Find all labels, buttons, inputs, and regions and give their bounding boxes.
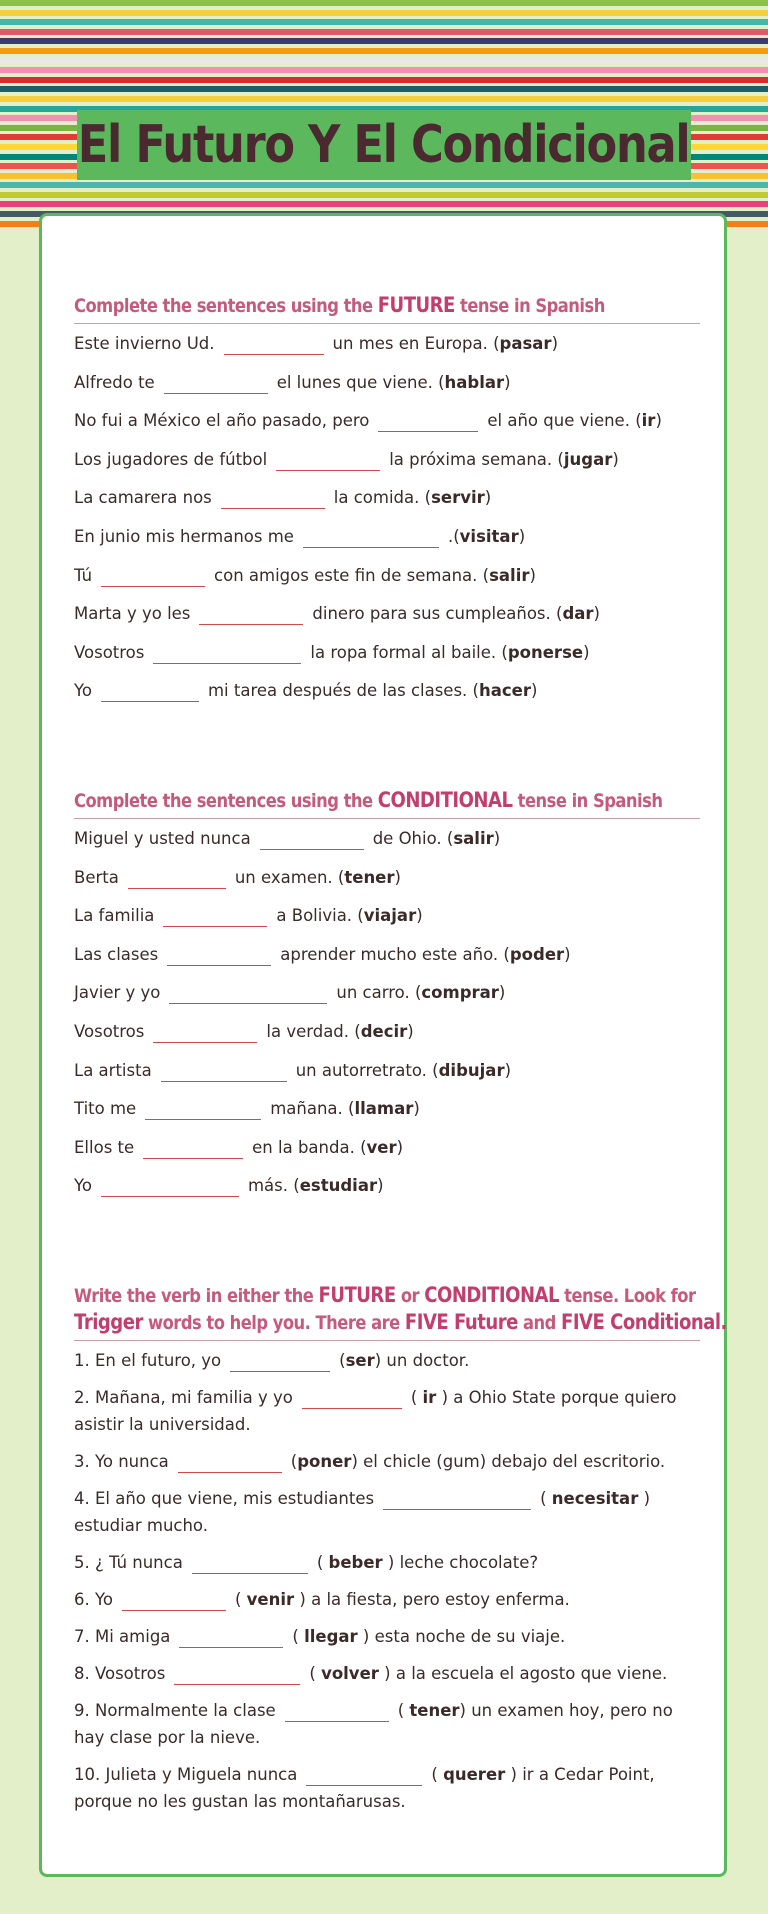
stripe: [0, 19, 768, 25]
sentence-row: [74, 484, 700, 512]
verb-hint: ser: [345, 1351, 375, 1370]
sentence-end: ): [413, 1099, 420, 1119]
sentence-start: Marta y yo les: [74, 604, 191, 624]
sentence-row: [74, 1095, 700, 1123]
sentence-row: [74, 864, 700, 892]
section-mixed-title: Write the verb in either the FUTURE or CONDITIONAL tense. Look for Trigger words to help you. There are FIVE Future and FIVE Conditional.: [74, 1282, 700, 1341]
answer-blank[interactable]: [122, 1590, 226, 1611]
sentence-start: 8. Vosotros: [74, 1664, 166, 1683]
stripe: [0, 192, 768, 198]
sentence-start: Alfredo te: [74, 372, 155, 392]
sentence-end: ): [498, 983, 506, 1003]
sentence-middle: de Ohio. (: [372, 829, 454, 848]
verb-hint: visitar: [459, 526, 519, 546]
stripe: [0, 201, 768, 207]
sentence-row: [74, 1384, 700, 1438]
sentence-row: [74, 407, 700, 435]
sentence-row: [74, 369, 700, 397]
stripe: [0, 86, 768, 92]
sentence-end: ) ir a Cedar Point, porque no les gustan las montañarusas.: [74, 1765, 655, 1811]
verb-hint: ponerse: [507, 642, 584, 662]
section-future: [74, 292, 700, 716]
verb-hint: estudiar: [299, 1176, 378, 1196]
verb-hint: necesitar: [551, 1489, 639, 1508]
sentence-end: ): [593, 604, 600, 624]
sentence-start: Miguel y usted nunca: [74, 829, 251, 848]
sentence-middle: un autorretrato. (: [295, 1060, 439, 1080]
answer-blank[interactable]: [199, 604, 303, 625]
sentence-row: [74, 902, 700, 930]
answer-blank[interactable]: [303, 527, 439, 548]
sentence-middle: (: [309, 1664, 322, 1683]
verb-hint: beber: [328, 1553, 383, 1572]
stripe: [0, 10, 768, 16]
sentence-end: ): [504, 1060, 512, 1080]
sentence-start: 1. En el futuro, yo: [74, 1351, 222, 1370]
sentence-end: ) a la fiesta, pero estoy enferma.: [294, 1590, 570, 1609]
mixed-sentence-list: [74, 1347, 700, 1815]
sentence-end: ): [551, 334, 559, 353]
section-future-title: Complete the sentences using the FUTURE tense in Spanish: [74, 292, 700, 324]
sentence-start: 3. Yo nunca: [74, 1452, 169, 1471]
sentence-middle: la comida. (: [333, 488, 432, 508]
answer-blank[interactable]: [302, 1388, 402, 1409]
stripe: [0, 77, 768, 83]
sentence-end: ) leche chocolate?: [382, 1553, 539, 1572]
answer-blank[interactable]: [192, 1553, 308, 1574]
answer-blank[interactable]: [101, 1176, 239, 1197]
sentence-middle: a Bolivia. (: [276, 906, 364, 926]
conditional-sentence-list: [74, 825, 700, 1200]
sentence-middle: (: [339, 1351, 346, 1370]
sentence-end: ): [612, 449, 619, 469]
verb-hint: salir: [489, 565, 530, 585]
sentence-middle: un carro. (: [336, 983, 422, 1003]
verb-hint: llegar: [304, 1627, 358, 1646]
stripe: [0, 67, 768, 73]
answer-blank[interactable]: [178, 1452, 282, 1473]
verb-hint: querer: [443, 1765, 506, 1784]
worksheet-card: [39, 213, 727, 1877]
answer-blank[interactable]: [276, 450, 380, 471]
sentence-start: 5. ¿ Tú nunca: [74, 1553, 183, 1572]
sentence-end: ): [518, 526, 526, 546]
verb-hint: ir: [641, 411, 656, 431]
sentence-row: [74, 979, 700, 1007]
sentence-start: Berta: [74, 867, 119, 887]
sentence-row: [74, 825, 700, 853]
sentence-middle: la ropa formal al baile. (: [310, 642, 508, 662]
verb-hint: salir: [453, 829, 494, 848]
verb-hint: ver: [366, 1137, 397, 1157]
sentence-row: [74, 446, 700, 474]
stripe: [0, 48, 768, 54]
answer-blank[interactable]: [285, 1701, 389, 1722]
section-mixed: [74, 1282, 727, 1825]
answer-blank[interactable]: [143, 1138, 243, 1159]
verb-hint: ir: [422, 1388, 437, 1407]
stripe: [0, 58, 768, 64]
sentence-start: 4. El año que viene, mis estudiantes: [74, 1489, 375, 1508]
verb-hint: tener: [409, 1701, 460, 1720]
answer-blank[interactable]: [174, 1664, 300, 1685]
answer-blank[interactable]: [179, 1627, 283, 1648]
sentence-middle: un mes en Europa. (: [332, 334, 500, 353]
sentence-start: Yo: [74, 1176, 92, 1196]
answer-blank[interactable]: [260, 829, 364, 850]
verb-hint: dibujar: [438, 1060, 505, 1080]
sentence-end: ) esta noche de su viaje.: [357, 1627, 566, 1646]
sentence-end: ) un examen hoy, pero no hay clase por la nieve.: [74, 1701, 673, 1747]
sentence-middle: más. (: [247, 1176, 300, 1196]
sentence-row: [74, 639, 700, 667]
sentence-end: ): [493, 829, 501, 848]
sentence-row: [74, 523, 700, 551]
sentence-end: ): [484, 488, 492, 508]
sentence-middle: con amigos este fin de semana. (: [214, 565, 490, 585]
verb-hint: tener: [344, 867, 395, 887]
answer-blank[interactable]: [101, 566, 205, 587]
stripe: [0, 96, 768, 102]
sentence-row: [74, 1761, 700, 1815]
stripe: [0, 38, 768, 44]
answer-blank[interactable]: [163, 906, 267, 927]
sentence-middle: la próxima semana. (: [389, 449, 564, 469]
sentence-start: 7. Mi amiga: [74, 1627, 171, 1646]
verb-hint: hablar: [444, 372, 505, 392]
sentence-start: La familia: [74, 906, 155, 926]
sentence-end: ) un doctor.: [374, 1351, 470, 1370]
sentence-middle: (: [410, 1388, 423, 1407]
sentence-start: No fui a México el año pasado, pero: [74, 411, 370, 431]
sentence-end: ): [531, 681, 538, 701]
sentence-start: Ellos te: [74, 1137, 135, 1157]
sentence-row: [74, 1549, 700, 1576]
sentence-middle: (: [316, 1553, 329, 1572]
page-title: El Futuro Y El Condicional: [78, 115, 690, 175]
sentence-row: [74, 1018, 700, 1046]
sentence-end: ): [583, 642, 590, 662]
answer-blank[interactable]: [306, 1765, 422, 1786]
verb-hint: pasar: [499, 334, 552, 353]
sentence-end: ): [377, 1176, 384, 1196]
answer-blank[interactable]: [221, 488, 325, 509]
sentence-start: 9. Normalmente la clase: [74, 1701, 276, 1720]
sentence-start: 2. Mañana, mi familia y yo: [74, 1388, 293, 1407]
sentence-middle: (: [234, 1590, 247, 1609]
sentence-row: [74, 1485, 700, 1539]
sentence-start: Este invierno Ud.: [74, 334, 215, 353]
future-sentence-list: [74, 330, 700, 705]
sentence-start: Las clases: [74, 944, 159, 964]
sentence-row: [74, 1057, 700, 1085]
sentence-row: [74, 1660, 700, 1687]
sentence-end: ) a la escuela el agosto que viene.: [378, 1664, 668, 1683]
answer-blank[interactable]: [378, 411, 478, 432]
sentence-middle: (: [292, 1627, 305, 1646]
verb-hint: jugar: [563, 449, 613, 469]
sentence-start: 10. Julieta y Miguela nunca: [74, 1765, 298, 1784]
sentence-start: En junio mis hermanos me: [74, 526, 294, 546]
sentence-end: ): [564, 944, 571, 964]
sentence-row: [74, 1347, 700, 1374]
sentence-middle: (: [290, 1452, 298, 1471]
verb-hint: hacer: [479, 681, 531, 701]
sentence-row: [74, 562, 700, 590]
sentence-middle: la verdad. (: [266, 1021, 361, 1041]
sentence-middle: (: [397, 1701, 410, 1720]
sentence-middle: un examen. (: [234, 867, 345, 887]
verb-hint: decir: [360, 1021, 408, 1041]
sentence-middle: en la banda. (: [252, 1137, 367, 1157]
answer-blank[interactable]: [230, 1351, 330, 1372]
stripe: [0, 29, 768, 35]
sentence-end: ): [655, 411, 662, 431]
verb-hint: dar: [562, 604, 594, 624]
sentence-start: La camarera nos: [74, 488, 212, 508]
sentence-row: [74, 1586, 700, 1613]
sentence-row: [74, 1134, 700, 1162]
sentence-end: ): [416, 906, 423, 926]
sentence-start: Yo: [74, 681, 92, 701]
stripe: [0, 0, 768, 6]
sentence-row: [74, 941, 700, 969]
answer-blank[interactable]: [153, 1022, 257, 1043]
sentence-end: ): [407, 1021, 414, 1041]
answer-blank[interactable]: [167, 945, 271, 966]
sentence-end: ): [396, 1137, 404, 1157]
sentence-middle: dinero para sus cumpleaños. (: [312, 604, 563, 624]
sentence-middle: mi tarea después de las clases. (: [207, 681, 479, 701]
verb-hint: servir: [431, 488, 485, 508]
sentence-row: [74, 1697, 700, 1751]
sentence-row: [74, 1172, 700, 1200]
section-conditional: [74, 787, 700, 1211]
sentence-start: Los jugadores de fútbol: [74, 449, 268, 469]
sentence-end: ) el chicle (gum) debajo del escritorio.: [351, 1452, 666, 1471]
answer-blank[interactable]: [101, 681, 199, 702]
verb-hint: llamar: [354, 1099, 414, 1119]
sentence-start: Vosotros: [74, 1021, 145, 1041]
sentence-middle: el año que viene. (: [487, 411, 642, 431]
sentence-end: ) a Ohio State porque quiero asistir la universidad.: [74, 1388, 677, 1434]
sentence-middle: aprender mucho este año. (: [280, 944, 510, 964]
answer-blank[interactable]: [224, 334, 324, 355]
sentence-start: La artista: [74, 1060, 152, 1080]
answer-blank[interactable]: [383, 1489, 531, 1510]
verb-hint: poner: [297, 1452, 352, 1471]
verb-hint: volver: [321, 1664, 379, 1683]
sentence-row: [74, 600, 700, 628]
sentence-row: [74, 1623, 700, 1650]
stripe: [0, 182, 768, 188]
sentence-end: ): [529, 565, 536, 585]
sentence-middle: (: [431, 1765, 444, 1784]
verb-hint: comprar: [421, 983, 499, 1003]
sentence-middle: el lunes que viene. (: [276, 372, 445, 392]
answer-blank[interactable]: [169, 983, 327, 1004]
sentence-start: 6. Yo: [74, 1590, 113, 1609]
answer-blank[interactable]: [145, 1099, 261, 1120]
sentence-start: Tú: [74, 565, 93, 585]
sentence-start: Javier y yo: [74, 983, 161, 1003]
title-banner: [77, 110, 691, 180]
verb-hint: poder: [509, 944, 565, 964]
verb-hint: viajar: [363, 906, 417, 926]
sentence-start: Tito me: [74, 1099, 137, 1119]
sentence-middle: .(: [447, 526, 460, 546]
sentence-end: ): [394, 867, 401, 887]
answer-blank[interactable]: [153, 643, 301, 664]
sentence-row: [74, 677, 700, 705]
sentence-middle: mañana. (: [270, 1099, 355, 1119]
sentence-row: [74, 330, 700, 358]
sentence-end: ): [504, 372, 511, 392]
answer-blank[interactable]: [161, 1061, 287, 1082]
section-conditional-title: Complete the sentences using the CONDITIONAL tense in Spanish: [74, 787, 700, 819]
verb-hint: venir: [246, 1590, 295, 1609]
sentence-end: ) estudiar mucho.: [74, 1489, 651, 1535]
sentence-row: [74, 1448, 700, 1475]
answer-blank[interactable]: [128, 868, 226, 889]
sentence-middle: (: [540, 1489, 552, 1508]
sentence-start: Vosotros: [74, 642, 145, 662]
answer-blank[interactable]: [164, 373, 268, 394]
